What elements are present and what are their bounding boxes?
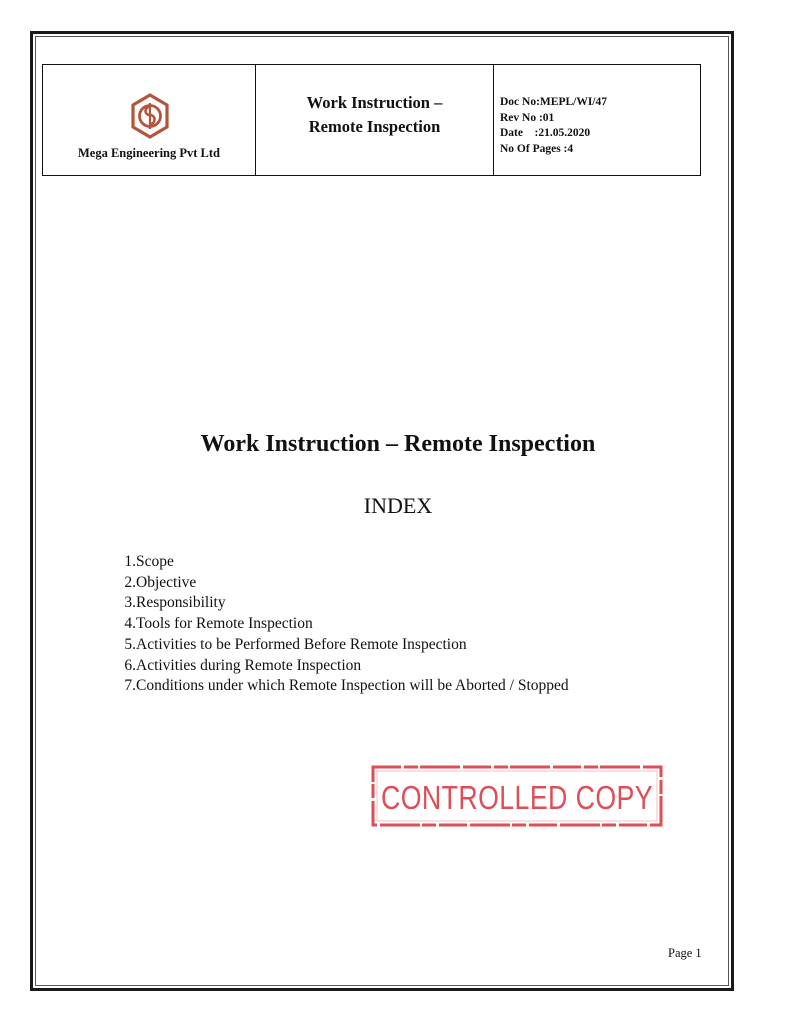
meta-label: Rev No : — [500, 111, 543, 124]
main-title: Work Instruction – Remote Inspection — [200, 431, 596, 457]
meta-value: 01 — [542, 111, 555, 124]
list-item-number: 4. — [124, 615, 136, 633]
list-item — [108, 676, 569, 697]
meta-date — [500, 126, 607, 142]
company-logo-icon — [129, 93, 171, 139]
controlled-copy-stamp — [370, 764, 664, 828]
meta-label: No Of Pages : — [500, 142, 568, 155]
list-item-text: Objective — [136, 573, 197, 591]
list-item — [108, 552, 569, 573]
list-item-number: 1. — [124, 553, 136, 570]
list-item-number: 3. — [124, 594, 136, 612]
list-item-text: Scope — [136, 553, 174, 570]
index-list — [108, 552, 569, 697]
list-item — [108, 614, 569, 635]
meta-doc-no — [500, 95, 607, 111]
list-item-number: 2. — [124, 573, 136, 591]
index-heading: INDEX — [363, 493, 433, 518]
document-header-table — [42, 64, 701, 176]
header-title-cell — [256, 65, 494, 175]
meta-label: Doc No: — [500, 96, 540, 108]
list-item — [108, 635, 569, 656]
header-logo-cell — [43, 65, 256, 175]
list-item-text: Activities during Remote Inspection — [136, 656, 362, 674]
meta-rev-no — [500, 111, 607, 127]
company-name: Mega Engineering Pvt Ltd — [77, 146, 220, 160]
list-item-text: Activities to be Performed Before Remote Inspection — [136, 635, 467, 653]
header-title-line-2: Remote Inspection — [308, 117, 441, 136]
list-item-number: 7. — [124, 677, 136, 695]
meta-value: 21.05.2020 — [538, 127, 591, 139]
list-item — [108, 656, 569, 677]
meta-value: 4 — [567, 142, 574, 155]
list-item-number: 5. — [124, 635, 136, 653]
list-item — [108, 593, 569, 614]
document-meta-list — [500, 95, 607, 157]
meta-label: Date : — [500, 127, 539, 139]
list-item-text: Responsibility — [136, 594, 226, 612]
list-item-text: Tools for Remote Inspection — [136, 615, 313, 633]
meta-no-of-pages — [500, 142, 607, 158]
list-item-text: Conditions under which Remote Inspection will be Aborted / Stopped — [136, 677, 569, 695]
meta-value: MEPL/WI/47 — [539, 96, 608, 108]
header-document-title — [256, 91, 493, 139]
stamp-text: CONTROLLED COPY — [381, 779, 653, 816]
list-item — [108, 573, 569, 594]
header-meta-cell — [494, 65, 700, 175]
list-item-number: 6. — [124, 656, 136, 674]
page-number: Page 1 — [668, 946, 702, 960]
header-title-line-1: Work Instruction – — [306, 93, 443, 112]
